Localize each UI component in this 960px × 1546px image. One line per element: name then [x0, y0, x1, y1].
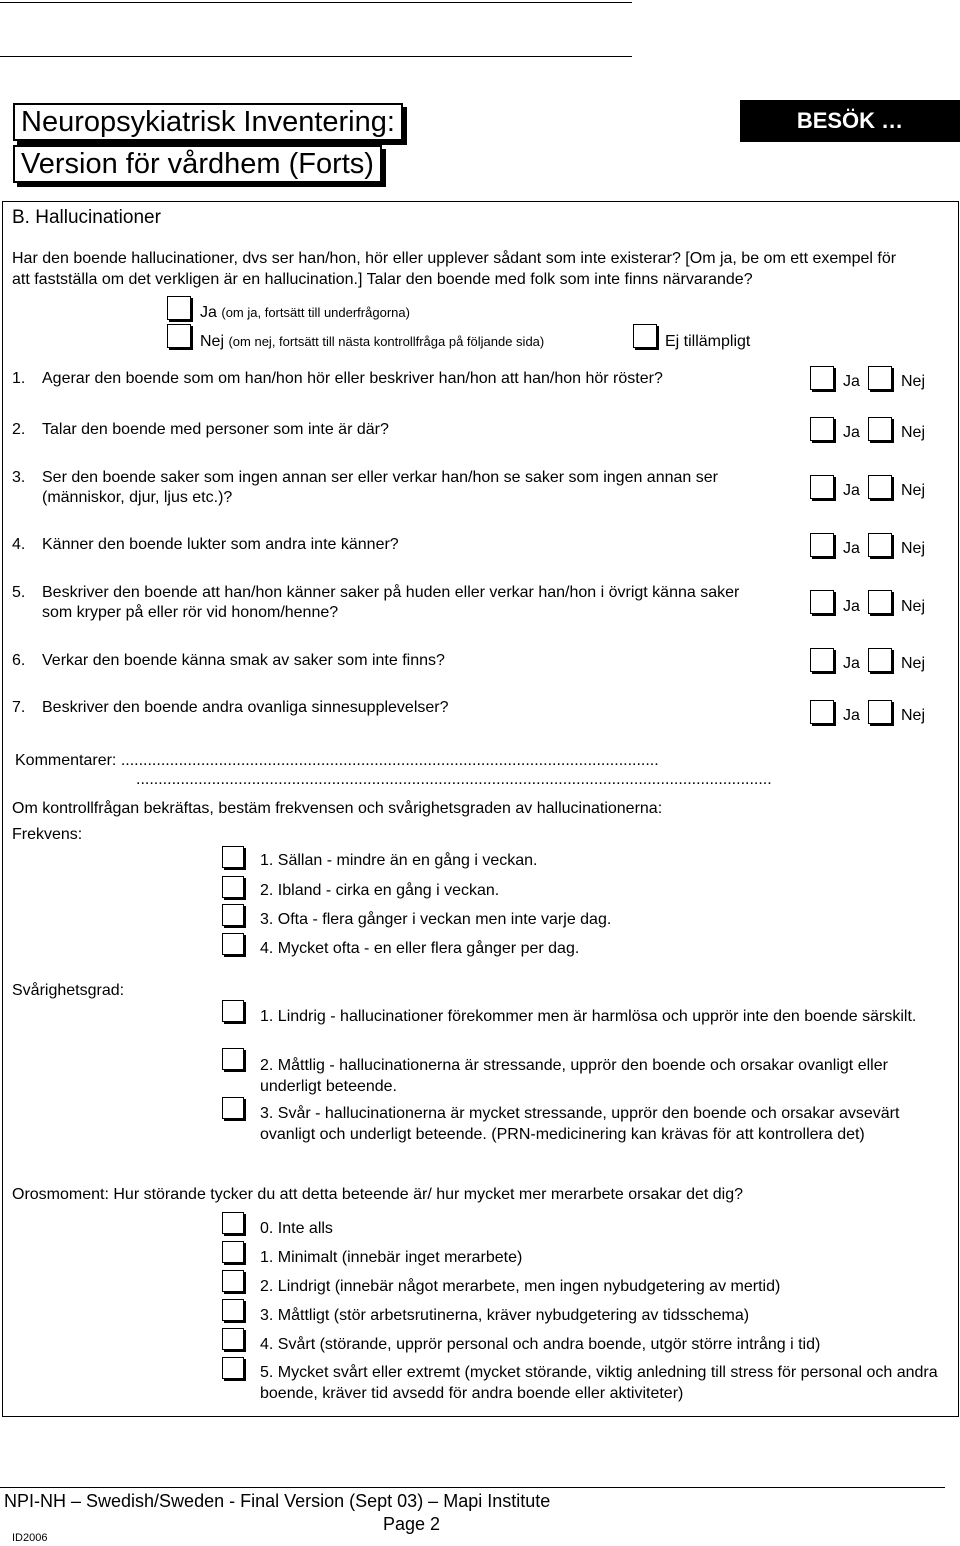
- question-number: 3.: [12, 469, 26, 486]
- disruption-2-checkbox[interactable]: [222, 1270, 244, 1292]
- frequency-4-checkbox[interactable]: [222, 933, 244, 955]
- disruption-1-checkbox[interactable]: [222, 1241, 244, 1263]
- top-rule-2: [0, 56, 632, 57]
- no-label: Nej: [901, 598, 926, 615]
- yes-label: Ja: [843, 655, 860, 672]
- yes-checkbox[interactable]: [810, 700, 834, 724]
- no-label: Nej: [901, 540, 926, 557]
- yes-checkbox[interactable]: [810, 648, 834, 672]
- no-label: Nej: [901, 655, 926, 672]
- not-applicable-label: Ej tillämpligt: [665, 333, 751, 350]
- severity-2-checkbox[interactable]: [222, 1048, 244, 1070]
- yes-label: Ja: [843, 598, 860, 615]
- disruption-2-label: 2. Lindrigt (innebär något merarbete, men ingen nybudgetering av mertid): [260, 1278, 781, 1295]
- question-text: Beskriver den boende att han/hon känner saker på huden eller verkar han/hon i övrigt känna saker som kryper på eller rör vid honom/henne?: [42, 584, 740, 621]
- confirm-text: Om kontrollfrågan bekräftas, bestäm frekvensen och svårighetsgraden av hallucinationerna:: [12, 800, 663, 817]
- severity-1-label: 1. Lindrig - hallucinationer förekommer men är harmlösa och upprör inte den boende särskilt.: [260, 1008, 917, 1025]
- yes-checkbox[interactable]: [810, 417, 834, 441]
- screen-yes-note: (om ja, fortsätt till underfrågorna): [221, 305, 410, 320]
- severity-3-label: 3. Svår - hallucinationerna är mycket stressande, upprör den boende och orsakar avsevärt ovanligt och underligt beteende. (PRN-medicinering kan krävas för att kontrollera det): [260, 1105, 900, 1143]
- no-checkbox[interactable]: [868, 648, 892, 672]
- comments-line-2[interactable]: ...............................................................................................................................................: [136, 771, 772, 788]
- no-checkbox[interactable]: [868, 533, 892, 557]
- visit-badge: BESÖK …: [740, 100, 960, 142]
- no-checkbox[interactable]: [868, 366, 892, 390]
- no-checkbox[interactable]: [868, 475, 892, 499]
- yes-checkbox[interactable]: [810, 475, 834, 499]
- footer-rule: [0, 1487, 945, 1488]
- frequency-3-label: 3. Ofta - flera gånger i veckan men inte varje dag.: [260, 911, 612, 928]
- section-heading: B. Hallucinationer: [12, 207, 161, 228]
- frequency-1-checkbox[interactable]: [222, 846, 244, 868]
- severity-label: Svårighetsgrad:: [12, 982, 125, 999]
- no-label: Nej: [901, 482, 926, 499]
- screen-no-option: [200, 331, 544, 352]
- question-number: 6.: [12, 652, 26, 669]
- yes-label: Ja: [843, 424, 860, 441]
- frequency-4-label: 4. Mycket ofta - en eller flera gånger per dag.: [260, 940, 580, 957]
- question-number: 1.: [12, 370, 26, 387]
- disruption-5-checkbox[interactable]: [222, 1357, 244, 1379]
- question-number: 4.: [12, 536, 26, 553]
- question-text: Känner den boende lukter som andra inte känner?: [42, 536, 399, 553]
- severity-1-checkbox[interactable]: [222, 1000, 244, 1022]
- yes-label: Ja: [843, 482, 860, 499]
- question-number: 2.: [12, 421, 26, 438]
- question-text: Verkar den boende känna smak av saker som inte finns?: [42, 652, 445, 669]
- question-text: Beskriver den boende andra ovanliga sinnesupplevelser?: [42, 699, 449, 716]
- screen-yes-option: [200, 302, 410, 323]
- disruption-1-label: 1. Minimalt (innebär inget merarbete): [260, 1249, 523, 1266]
- no-label: Nej: [901, 373, 926, 390]
- frequency-1-label: 1. Sällan - mindre än en gång i veckan.: [260, 852, 538, 869]
- screen-no-note: (om nej, fortsätt till nästa kontrollfråga på följande sida): [228, 334, 545, 349]
- question-text: Ser den boende saker som ingen annan ser eller verkar han/hon se saker som ingen annan ser (människor, djur, ljus etc.)?: [42, 469, 718, 506]
- yes-label: Ja: [843, 373, 860, 390]
- no-checkbox[interactable]: [868, 590, 892, 614]
- no-checkbox[interactable]: [868, 700, 892, 724]
- frequency-2-checkbox[interactable]: [222, 876, 244, 898]
- disruption-4-checkbox[interactable]: [222, 1328, 244, 1350]
- disruption-0-checkbox[interactable]: [222, 1212, 244, 1234]
- comments-line-1[interactable]: Kommentarer: .........................................................................................................................: [15, 752, 659, 769]
- severity-3-checkbox[interactable]: [222, 1097, 244, 1119]
- disruption-3-label: 3. Måttligt (stör arbetsrutinerna, kräver nybudgetering av tidsschema): [260, 1307, 750, 1324]
- footer-id: ID2006: [12, 1532, 48, 1544]
- footer-line: NPI-NH – Swedish/Sweden - Final Version (Sept 03) – Mapi Institute: [4, 1491, 551, 1511]
- frequency-2-label: 2. Ibland - cirka en gång i veckan.: [260, 882, 500, 899]
- no-label: Nej: [901, 707, 926, 724]
- page-number: Page 2: [383, 1514, 441, 1534]
- question-number: 7.: [12, 699, 26, 716]
- question-text: Agerar den boende som om han/hon hör eller beskriver han/hon att han/hon hör röster?: [42, 370, 663, 387]
- severity-2-label: 2. Måttlig - hallucinationerna är stressande, upprör den boende och orsakar ovanligt eller underligt beteende.: [260, 1057, 888, 1095]
- disruption-5-label: 5. Mycket svårt eller extremt (mycket störande, viktig anledning till stress för personal och andra boende, kräver tid avsedd för andra boende eller aktiviteter): [260, 1364, 938, 1402]
- no-checkbox[interactable]: [868, 417, 892, 441]
- disruption-3-checkbox[interactable]: [222, 1299, 244, 1321]
- section-intro: Har den boende hallucinationer, dvs ser han/hon, hör eller upplever sådant som inte existerar? [Om ja, be om ett exempel för att fastställa om det verkligen är en hallucination.] Talar den boende med folk som inte finns närvarande?: [12, 250, 897, 288]
- title-line-1: Neuropsykiatrisk Inventering:: [13, 103, 403, 141]
- screen-yes-checkbox[interactable]: [167, 296, 191, 320]
- yes-label: Ja: [843, 540, 860, 557]
- screen-yes-word: Ja: [200, 304, 217, 321]
- disruption-0-label: 0. Inte alls: [260, 1220, 333, 1237]
- disruption-question: Orosmoment: Hur störande tycker du att detta beteende är/ hur mycket mer merarbete orsakar det dig?: [12, 1186, 744, 1203]
- frequency-label: Frekvens:: [12, 826, 83, 843]
- disruption-4-label: 4. Svårt (störande, upprör personal och andra boende, utgör större intrång i tid): [260, 1336, 821, 1353]
- screen-no-checkbox[interactable]: [167, 324, 191, 348]
- yes-checkbox[interactable]: [810, 366, 834, 390]
- screen-no-word: Nej: [200, 333, 225, 350]
- top-rule: [0, 2, 632, 3]
- not-applicable-checkbox[interactable]: [633, 324, 657, 348]
- title-line-2: Version för vårdhem (Forts): [13, 145, 382, 183]
- question-number: 5.: [12, 584, 26, 601]
- no-label: Nej: [901, 424, 926, 441]
- yes-checkbox[interactable]: [810, 533, 834, 557]
- yes-checkbox[interactable]: [810, 590, 834, 614]
- yes-label: Ja: [843, 707, 860, 724]
- question-text: Talar den boende med personer som inte är där?: [42, 421, 389, 438]
- frequency-3-checkbox[interactable]: [222, 904, 244, 926]
